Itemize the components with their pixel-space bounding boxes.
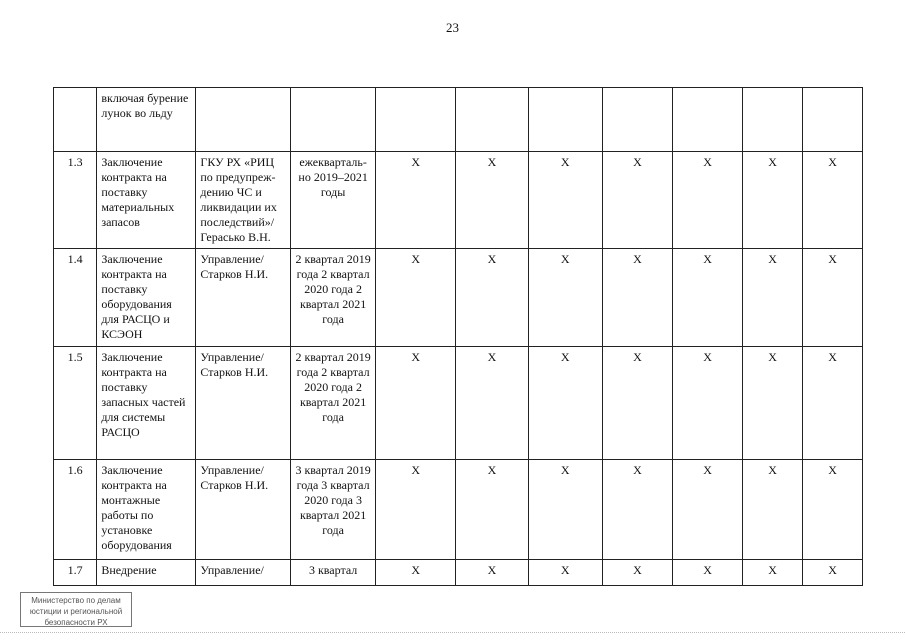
mark-cell: Х — [673, 249, 743, 347]
period — [291, 88, 376, 152]
mark-cell: Х — [456, 560, 528, 586]
mark-cell: Х — [528, 460, 602, 560]
mark-cell: Х — [673, 152, 743, 249]
mark-cell — [673, 88, 743, 152]
period: 3 квартал — [291, 560, 376, 586]
mark-cell: Х — [743, 560, 803, 586]
mark-cell: Х — [456, 460, 528, 560]
scan-edge — [0, 632, 905, 635]
measure-title: Заключение контракта на поставку оборудования для РАСЦО и КСЭОН — [97, 249, 196, 347]
mark-cell: Х — [528, 560, 602, 586]
table-row — [54, 347, 863, 460]
period: ежекварталь-но 2019–2021 годы — [291, 152, 376, 249]
mark-cell: Х — [528, 152, 602, 249]
period: 2 квартал 2019 года 2 квартал 2020 года 2 квартал 2021 года — [291, 347, 376, 460]
table-row — [54, 460, 863, 560]
mark-cell — [743, 88, 803, 152]
mark-cell: Х — [803, 460, 863, 560]
table-row — [54, 152, 863, 249]
stamp-line-3: безопасности РХ — [44, 618, 108, 627]
mark-cell: Х — [375, 347, 455, 460]
mark-cell: Х — [673, 460, 743, 560]
executor: Управление/ Старков Н.И. — [196, 249, 291, 347]
row-number: 1.4 — [54, 249, 97, 347]
row-number: 1.6 — [54, 460, 97, 560]
mark-cell: Х — [375, 460, 455, 560]
period: 2 квартал 2019 года 2 квартал 2020 года 2 квартал 2021 года — [291, 249, 376, 347]
table-row — [54, 249, 863, 347]
mark-cell: Х — [456, 347, 528, 460]
row-number: 1.7 — [54, 560, 97, 586]
mark-cell: Х — [456, 249, 528, 347]
mark-cell: Х — [743, 152, 803, 249]
registration-stamp — [20, 592, 132, 627]
mark-cell: Х — [456, 152, 528, 249]
executor: Управление/ Старков Н.И. — [196, 460, 291, 560]
mark-cell — [456, 88, 528, 152]
mark-cell: Х — [528, 249, 602, 347]
mark-cell: Х — [528, 347, 602, 460]
mark-cell — [602, 88, 672, 152]
stamp-line-2: юстиции и региональной — [29, 607, 123, 616]
mark-cell: Х — [375, 560, 455, 586]
measure-title: включая бурение лунок во льду — [97, 88, 196, 152]
table-row — [54, 88, 863, 152]
mark-cell: Х — [602, 460, 672, 560]
mark-cell — [375, 88, 455, 152]
mark-cell: Х — [803, 152, 863, 249]
row-number — [54, 88, 97, 152]
mark-cell — [803, 88, 863, 152]
row-number: 1.3 — [54, 152, 97, 249]
mark-cell: Х — [743, 249, 803, 347]
stamp-line-1: Министерство по делам — [31, 596, 121, 605]
measure-title: Заключение контракта на поставку запасных частей для системы РАСЦО — [97, 347, 196, 460]
plan-table — [53, 87, 863, 586]
executor — [196, 88, 291, 152]
page-number: 23 — [446, 20, 459, 35]
mark-cell: Х — [673, 560, 743, 586]
mark-cell: Х — [602, 560, 672, 586]
row-number: 1.5 — [54, 347, 97, 460]
mark-cell: Х — [602, 347, 672, 460]
table-row — [54, 560, 863, 586]
measure-title: Заключение контракта на поставку материальных запасов — [97, 152, 196, 249]
mark-cell: Х — [803, 347, 863, 460]
executor: Управление/ Старков Н.И. — [196, 347, 291, 460]
executor: ГКУ РХ «РИЦ по предупреж-дению ЧС и ликвидации их последствий»/ Герасько В.Н. — [196, 152, 291, 249]
period: 3 квартал 2019 года 3 квартал 2020 года 3 квартал 2021 года — [291, 460, 376, 560]
measure-title: Внедрение — [97, 560, 196, 586]
mark-cell: Х — [803, 560, 863, 586]
mark-cell: Х — [602, 249, 672, 347]
mark-cell: Х — [803, 249, 863, 347]
measure-title: Заключение контракта на монтажные работы по установке оборудования — [97, 460, 196, 560]
mark-cell: Х — [743, 347, 803, 460]
mark-cell — [528, 88, 602, 152]
mark-cell: Х — [602, 152, 672, 249]
mark-cell: Х — [375, 249, 455, 347]
mark-cell: Х — [673, 347, 743, 460]
mark-cell: Х — [375, 152, 455, 249]
mark-cell: Х — [743, 460, 803, 560]
executor: Управление/ — [196, 560, 291, 586]
